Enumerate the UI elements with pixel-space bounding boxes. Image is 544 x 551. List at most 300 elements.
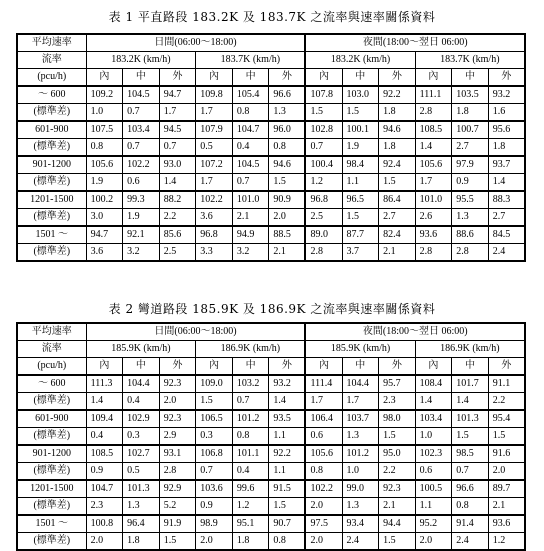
header-night: 夜間(18:00～翌日 06:00)	[305, 323, 525, 341]
cell-mean: 89.7	[488, 480, 525, 498]
cell-sd: 1.9	[86, 174, 123, 192]
cell-sd: 2.0	[415, 533, 452, 551]
cell-mean: 94.9	[232, 226, 269, 244]
header-speed-label: 平均速率	[17, 34, 86, 52]
cell-sd: 0.4	[232, 139, 269, 157]
cell-mean: 105.6	[305, 445, 342, 463]
cell-sd: 0.4	[123, 393, 160, 411]
cell-sd: 1.8	[379, 139, 416, 157]
cell-sd: 1.6	[488, 104, 525, 122]
cell-mean: 96.0	[269, 121, 306, 139]
header-lane: 中	[123, 358, 160, 376]
cell-sd: 1.3	[269, 104, 306, 122]
header-lane: 外	[379, 69, 416, 87]
cell-mean: 92.9	[159, 480, 196, 498]
cell-sd: 0.5	[196, 139, 233, 157]
cell-mean: 109.2	[86, 86, 123, 104]
header-lane: 內	[196, 358, 233, 376]
cell-sd: 1.5	[269, 498, 306, 516]
cell-sd: 0.8	[232, 428, 269, 446]
cell-mean: 86.4	[379, 191, 416, 209]
cell-sd: 2.0	[269, 209, 306, 227]
cell-mean: 107.2	[196, 156, 233, 174]
cell-mean: 108.4	[415, 375, 452, 393]
cell-mean: 97.5	[305, 515, 342, 533]
cell-sd: 2.7	[452, 139, 489, 157]
cell-sd: 2.0	[488, 463, 525, 481]
cell-mean: 98.9	[196, 515, 233, 533]
cell-mean: 104.5	[232, 156, 269, 174]
cell-sd: 1.5	[342, 104, 379, 122]
cell-sd: 1.5	[452, 428, 489, 446]
cell-sd: 1.7	[305, 393, 342, 411]
table1	[16, 33, 526, 262]
cell-sd: 3.0	[86, 209, 123, 227]
cell-mean: 104.4	[342, 375, 379, 393]
cell-sd: 2.6	[415, 209, 452, 227]
cell-sd: 1.7	[415, 174, 452, 192]
cell-sd: 2.5	[305, 209, 342, 227]
cell-sd: 0.8	[232, 104, 269, 122]
cell-mean: 91.6	[488, 445, 525, 463]
cell-mean: 95.1	[232, 515, 269, 533]
cell-mean: 95.6	[488, 121, 525, 139]
cell-sd: 1.4	[452, 393, 489, 411]
cell-mean: 95.0	[379, 445, 416, 463]
header-location: 183.2K (km/h)	[86, 52, 196, 69]
cell-mean: 109.4	[86, 410, 123, 428]
cell-mean: 95.4	[488, 410, 525, 428]
header-speed-label: 平均速率	[17, 323, 86, 341]
cell-mean: 95.7	[379, 375, 416, 393]
cell-mean: 93.4	[342, 515, 379, 533]
cell-sd: 3.2	[232, 244, 269, 262]
cell-mean: 92.2	[379, 86, 416, 104]
cell-mean: 93.0	[159, 156, 196, 174]
cell-sd: 1.5	[488, 428, 525, 446]
cell-sd: 1.5	[196, 393, 233, 411]
header-lane: 內	[305, 69, 342, 87]
cell-sd: 2.1	[488, 498, 525, 516]
cell-mean: 102.2	[196, 191, 233, 209]
cell-sd: 2.0	[305, 498, 342, 516]
cell-mean: 93.6	[488, 515, 525, 533]
cell-mean: 102.2	[123, 156, 160, 174]
cell-mean: 109.8	[196, 86, 233, 104]
row-sd-label: (標準差)	[17, 139, 86, 157]
cell-sd: 0.4	[86, 428, 123, 446]
cell-mean: 109.0	[196, 375, 233, 393]
cell-sd: 0.5	[123, 463, 160, 481]
cell-mean: 99.3	[123, 191, 160, 209]
cell-sd: 3.6	[86, 244, 123, 262]
header-flow-label: 流率	[17, 52, 86, 69]
header-day: 日間(06:00～18:00)	[86, 323, 305, 341]
cell-sd: 0.9	[86, 463, 123, 481]
cell-mean: 94.7	[86, 226, 123, 244]
cell-sd: 1.8	[123, 533, 160, 551]
cell-sd: 2.0	[86, 533, 123, 551]
cell-mean: 90.7	[269, 515, 306, 533]
table1-title: 表 1 平直路段 183.2K 及 183.7K 之流率與速率關係資料	[108, 10, 436, 24]
cell-mean: 102.9	[123, 410, 160, 428]
cell-mean: 85.6	[159, 226, 196, 244]
header-lane: 中	[452, 69, 489, 87]
header-lane: 外	[379, 358, 416, 376]
cell-sd: 2.5	[159, 244, 196, 262]
cell-sd: 1.0	[86, 104, 123, 122]
cell-mean: 94.6	[379, 121, 416, 139]
row-sd-label: (標準差)	[17, 463, 86, 481]
cell-sd: 1.8	[452, 104, 489, 122]
header-lane: 內	[415, 358, 452, 376]
cell-mean: 106.5	[196, 410, 233, 428]
row-sd-label: (標準差)	[17, 174, 86, 192]
cell-sd: 0.8	[452, 498, 489, 516]
cell-sd: 1.1	[415, 498, 452, 516]
cell-mean: 93.2	[269, 375, 306, 393]
row-flow-label: 1201-1500	[17, 191, 86, 209]
cell-sd: 1.3	[452, 209, 489, 227]
cell-mean: 96.8	[196, 226, 233, 244]
cell-sd: 2.7	[379, 209, 416, 227]
cell-sd: 2.0	[159, 393, 196, 411]
cell-sd: 0.7	[159, 139, 196, 157]
cell-mean: 108.5	[86, 445, 123, 463]
cell-mean: 101.2	[232, 410, 269, 428]
cell-mean: 97.9	[452, 156, 489, 174]
header-location: 185.9K (km/h)	[305, 341, 415, 358]
cell-sd: 2.4	[488, 244, 525, 262]
cell-sd: 1.1	[269, 463, 306, 481]
row-sd-label: (標準差)	[17, 533, 86, 551]
row-flow-label: 901-1200	[17, 156, 86, 174]
cell-sd: 3.2	[123, 244, 160, 262]
cell-mean: 91.4	[452, 515, 489, 533]
row-sd-label: (標準差)	[17, 393, 86, 411]
cell-mean: 107.9	[196, 121, 233, 139]
header-lane: 中	[342, 69, 379, 87]
cell-mean: 92.3	[159, 375, 196, 393]
cell-mean: 94.6	[269, 156, 306, 174]
row-flow-label: ～ 600	[17, 86, 86, 104]
cell-sd: 0.7	[305, 139, 342, 157]
row-sd-label: (標準差)	[17, 209, 86, 227]
cell-mean: 94.4	[379, 515, 416, 533]
cell-mean: 104.7	[232, 121, 269, 139]
row-sd-label: (標準差)	[17, 428, 86, 446]
cell-mean: 100.2	[86, 191, 123, 209]
cell-sd: 1.8	[232, 533, 269, 551]
cell-mean: 96.8	[305, 191, 342, 209]
cell-mean: 101.1	[232, 445, 269, 463]
cell-mean: 88.3	[488, 191, 525, 209]
cell-mean: 103.2	[232, 375, 269, 393]
cell-mean: 105.6	[86, 156, 123, 174]
cell-sd: 1.2	[488, 533, 525, 551]
cell-sd: 2.7	[488, 209, 525, 227]
cell-mean: 96.5	[342, 191, 379, 209]
header-location: 186.9K (km/h)	[415, 341, 525, 358]
cell-sd: 1.0	[415, 428, 452, 446]
header-lane: 內	[415, 69, 452, 87]
cell-sd: 0.7	[452, 463, 489, 481]
cell-mean: 95.2	[415, 515, 452, 533]
cell-mean: 96.6	[452, 480, 489, 498]
row-flow-label: 601-900	[17, 121, 86, 139]
cell-mean: 98.4	[342, 156, 379, 174]
cell-sd: 0.7	[123, 104, 160, 122]
header-unit-label: (pcu/h)	[17, 358, 86, 376]
row-flow-label: ～ 600	[17, 375, 86, 393]
cell-sd: 1.7	[342, 393, 379, 411]
header-lane: 中	[232, 69, 269, 87]
cell-sd: 2.0	[196, 533, 233, 551]
cell-sd: 1.9	[123, 209, 160, 227]
cell-sd: 0.9	[196, 498, 233, 516]
header-night: 夜間(18:00～翌日 06:00)	[305, 34, 525, 52]
cell-sd: 1.8	[488, 139, 525, 157]
cell-mean: 103.0	[342, 86, 379, 104]
cell-sd: 1.3	[342, 428, 379, 446]
cell-sd: 2.4	[452, 533, 489, 551]
cell-mean: 100.4	[305, 156, 342, 174]
cell-mean: 100.7	[452, 121, 489, 139]
cell-sd: 1.5	[379, 533, 416, 551]
cell-mean: 102.7	[123, 445, 160, 463]
cell-mean: 105.6	[415, 156, 452, 174]
cell-mean: 92.1	[123, 226, 160, 244]
header-lane: 外	[269, 69, 306, 87]
header-lane: 內	[196, 69, 233, 87]
cell-sd: 0.7	[123, 139, 160, 157]
cell-sd: 2.8	[159, 463, 196, 481]
cell-mean: 106.4	[305, 410, 342, 428]
cell-sd: 1.8	[379, 104, 416, 122]
cell-mean: 111.1	[415, 86, 452, 104]
cell-sd: 1.5	[379, 428, 416, 446]
cell-sd: 1.4	[159, 174, 196, 192]
cell-mean: 93.6	[415, 226, 452, 244]
cell-mean: 111.3	[86, 375, 123, 393]
cell-mean: 102.2	[305, 480, 342, 498]
cell-sd: 1.4	[86, 393, 123, 411]
cell-mean: 92.2	[269, 445, 306, 463]
cell-sd: 1.7	[196, 104, 233, 122]
cell-sd: 0.3	[123, 428, 160, 446]
row-flow-label: 901-1200	[17, 445, 86, 463]
header-location: 186.9K (km/h)	[196, 341, 306, 358]
cell-sd: 0.8	[86, 139, 123, 157]
header-lane: 中	[232, 358, 269, 376]
cell-sd: 1.7	[159, 104, 196, 122]
cell-mean: 101.0	[415, 191, 452, 209]
header-lane: 中	[452, 358, 489, 376]
cell-mean: 91.5	[269, 480, 306, 498]
table2	[16, 322, 526, 551]
cell-sd: 1.5	[159, 533, 196, 551]
cell-sd: 0.4	[232, 463, 269, 481]
cell-mean: 88.2	[159, 191, 196, 209]
cell-mean: 104.5	[123, 86, 160, 104]
cell-mean: 92.3	[379, 480, 416, 498]
cell-sd: 2.2	[379, 463, 416, 481]
cell-mean: 93.7	[488, 156, 525, 174]
cell-sd: 2.8	[452, 244, 489, 262]
cell-sd: 0.6	[305, 428, 342, 446]
cell-mean: 92.3	[159, 410, 196, 428]
cell-mean: 95.5	[452, 191, 489, 209]
row-flow-label: 1501 ～	[17, 226, 86, 244]
cell-mean: 103.7	[342, 410, 379, 428]
row-flow-label: 601-900	[17, 410, 86, 428]
cell-mean: 99.0	[342, 480, 379, 498]
cell-sd: 3.3	[196, 244, 233, 262]
cell-sd: 0.8	[269, 533, 306, 551]
cell-mean: 87.7	[342, 226, 379, 244]
cell-sd: 0.8	[269, 139, 306, 157]
cell-sd: 1.5	[342, 209, 379, 227]
header-flow-label: 流率	[17, 341, 86, 358]
header-lane: 外	[159, 69, 196, 87]
table2-title: 表 2 彎道路段 185.9K 及 186.9K 之流率與速率關係資料	[108, 302, 436, 316]
header-day: 日間(06:00～18:00)	[86, 34, 305, 52]
header-lane: 外	[159, 358, 196, 376]
cell-mean: 92.4	[379, 156, 416, 174]
cell-mean: 91.1	[488, 375, 525, 393]
cell-sd: 1.5	[379, 174, 416, 192]
cell-mean: 100.5	[415, 480, 452, 498]
cell-sd: 2.2	[488, 393, 525, 411]
cell-mean: 104.4	[123, 375, 160, 393]
cell-mean: 105.4	[232, 86, 269, 104]
cell-sd: 1.5	[305, 104, 342, 122]
row-flow-label: 1501 ～	[17, 515, 86, 533]
cell-sd: 1.4	[415, 139, 452, 157]
cell-sd: 1.3	[123, 498, 160, 516]
header-lane: 中	[123, 69, 160, 87]
cell-mean: 107.8	[305, 86, 342, 104]
cell-mean: 101.2	[342, 445, 379, 463]
cell-sd: 2.3	[86, 498, 123, 516]
cell-sd: 2.8	[305, 244, 342, 262]
cell-sd: 0.6	[123, 174, 160, 192]
cell-sd: 1.4	[269, 393, 306, 411]
cell-mean: 100.8	[86, 515, 123, 533]
row-flow-label: 1201-1500	[17, 480, 86, 498]
cell-sd: 2.4	[342, 533, 379, 551]
cell-mean: 103.4	[123, 121, 160, 139]
cell-sd: 0.3	[196, 428, 233, 446]
cell-mean: 93.2	[488, 86, 525, 104]
header-lane: 外	[488, 69, 525, 87]
cell-mean: 93.5	[269, 410, 306, 428]
cell-mean: 98.0	[379, 410, 416, 428]
cell-mean: 111.4	[305, 375, 342, 393]
header-lane: 中	[342, 358, 379, 376]
cell-sd: 0.7	[196, 463, 233, 481]
cell-mean: 90.9	[269, 191, 306, 209]
header-location: 183.2K (km/h)	[305, 52, 415, 69]
header-location: 183.7K (km/h)	[415, 52, 525, 69]
cell-mean: 96.6	[269, 86, 306, 104]
cell-sd: 1.1	[269, 428, 306, 446]
cell-sd: 2.0	[305, 533, 342, 551]
cell-mean: 100.1	[342, 121, 379, 139]
cell-sd: 1.0	[342, 463, 379, 481]
cell-sd: 0.8	[305, 463, 342, 481]
cell-mean: 104.7	[86, 480, 123, 498]
cell-mean: 88.5	[269, 226, 306, 244]
cell-mean: 88.6	[452, 226, 489, 244]
cell-sd: 1.7	[196, 174, 233, 192]
cell-mean: 94.7	[159, 86, 196, 104]
cell-mean: 101.3	[452, 410, 489, 428]
cell-sd: 2.9	[159, 428, 196, 446]
cell-sd: 0.7	[232, 393, 269, 411]
cell-mean: 103.6	[196, 480, 233, 498]
header-lane: 外	[488, 358, 525, 376]
cell-mean: 84.5	[488, 226, 525, 244]
row-sd-label: (標準差)	[17, 498, 86, 516]
cell-sd: 0.7	[232, 174, 269, 192]
row-sd-label: (標準差)	[17, 104, 86, 122]
cell-sd: 1.9	[342, 139, 379, 157]
row-sd-label: (標準差)	[17, 244, 86, 262]
header-lane: 外	[269, 358, 306, 376]
cell-sd: 1.1	[342, 174, 379, 192]
cell-mean: 99.6	[232, 480, 269, 498]
cell-sd: 2.1	[232, 209, 269, 227]
cell-sd: 1.5	[269, 174, 306, 192]
cell-sd: 0.9	[452, 174, 489, 192]
header-location: 185.9K (km/h)	[86, 341, 196, 358]
cell-sd: 1.4	[415, 393, 452, 411]
cell-mean: 91.9	[159, 515, 196, 533]
cell-sd: 1.4	[488, 174, 525, 192]
cell-sd: 5.2	[159, 498, 196, 516]
header-location: 183.7K (km/h)	[196, 52, 306, 69]
cell-mean: 94.5	[159, 121, 196, 139]
header-lane: 內	[86, 69, 123, 87]
header-lane: 內	[86, 358, 123, 376]
cell-sd: 2.1	[379, 244, 416, 262]
cell-mean: 108.5	[415, 121, 452, 139]
cell-mean: 101.3	[123, 480, 160, 498]
header-lane: 內	[305, 358, 342, 376]
cell-sd: 2.3	[379, 393, 416, 411]
cell-mean: 103.4	[415, 410, 452, 428]
cell-sd: 1.3	[342, 498, 379, 516]
cell-sd: 2.1	[269, 244, 306, 262]
cell-mean: 103.5	[452, 86, 489, 104]
cell-sd: 3.6	[196, 209, 233, 227]
header-unit-label: (pcu/h)	[17, 69, 86, 87]
cell-sd: 2.8	[415, 104, 452, 122]
cell-sd: 0.6	[415, 463, 452, 481]
cell-sd: 2.8	[415, 244, 452, 262]
cell-sd: 1.2	[305, 174, 342, 192]
cell-mean: 96.4	[123, 515, 160, 533]
cell-sd: 2.1	[379, 498, 416, 516]
cell-sd: 3.7	[342, 244, 379, 262]
cell-mean: 102.8	[305, 121, 342, 139]
cell-mean: 106.8	[196, 445, 233, 463]
cell-mean: 93.1	[159, 445, 196, 463]
cell-mean: 107.5	[86, 121, 123, 139]
cell-mean: 89.0	[305, 226, 342, 244]
cell-mean: 98.5	[452, 445, 489, 463]
